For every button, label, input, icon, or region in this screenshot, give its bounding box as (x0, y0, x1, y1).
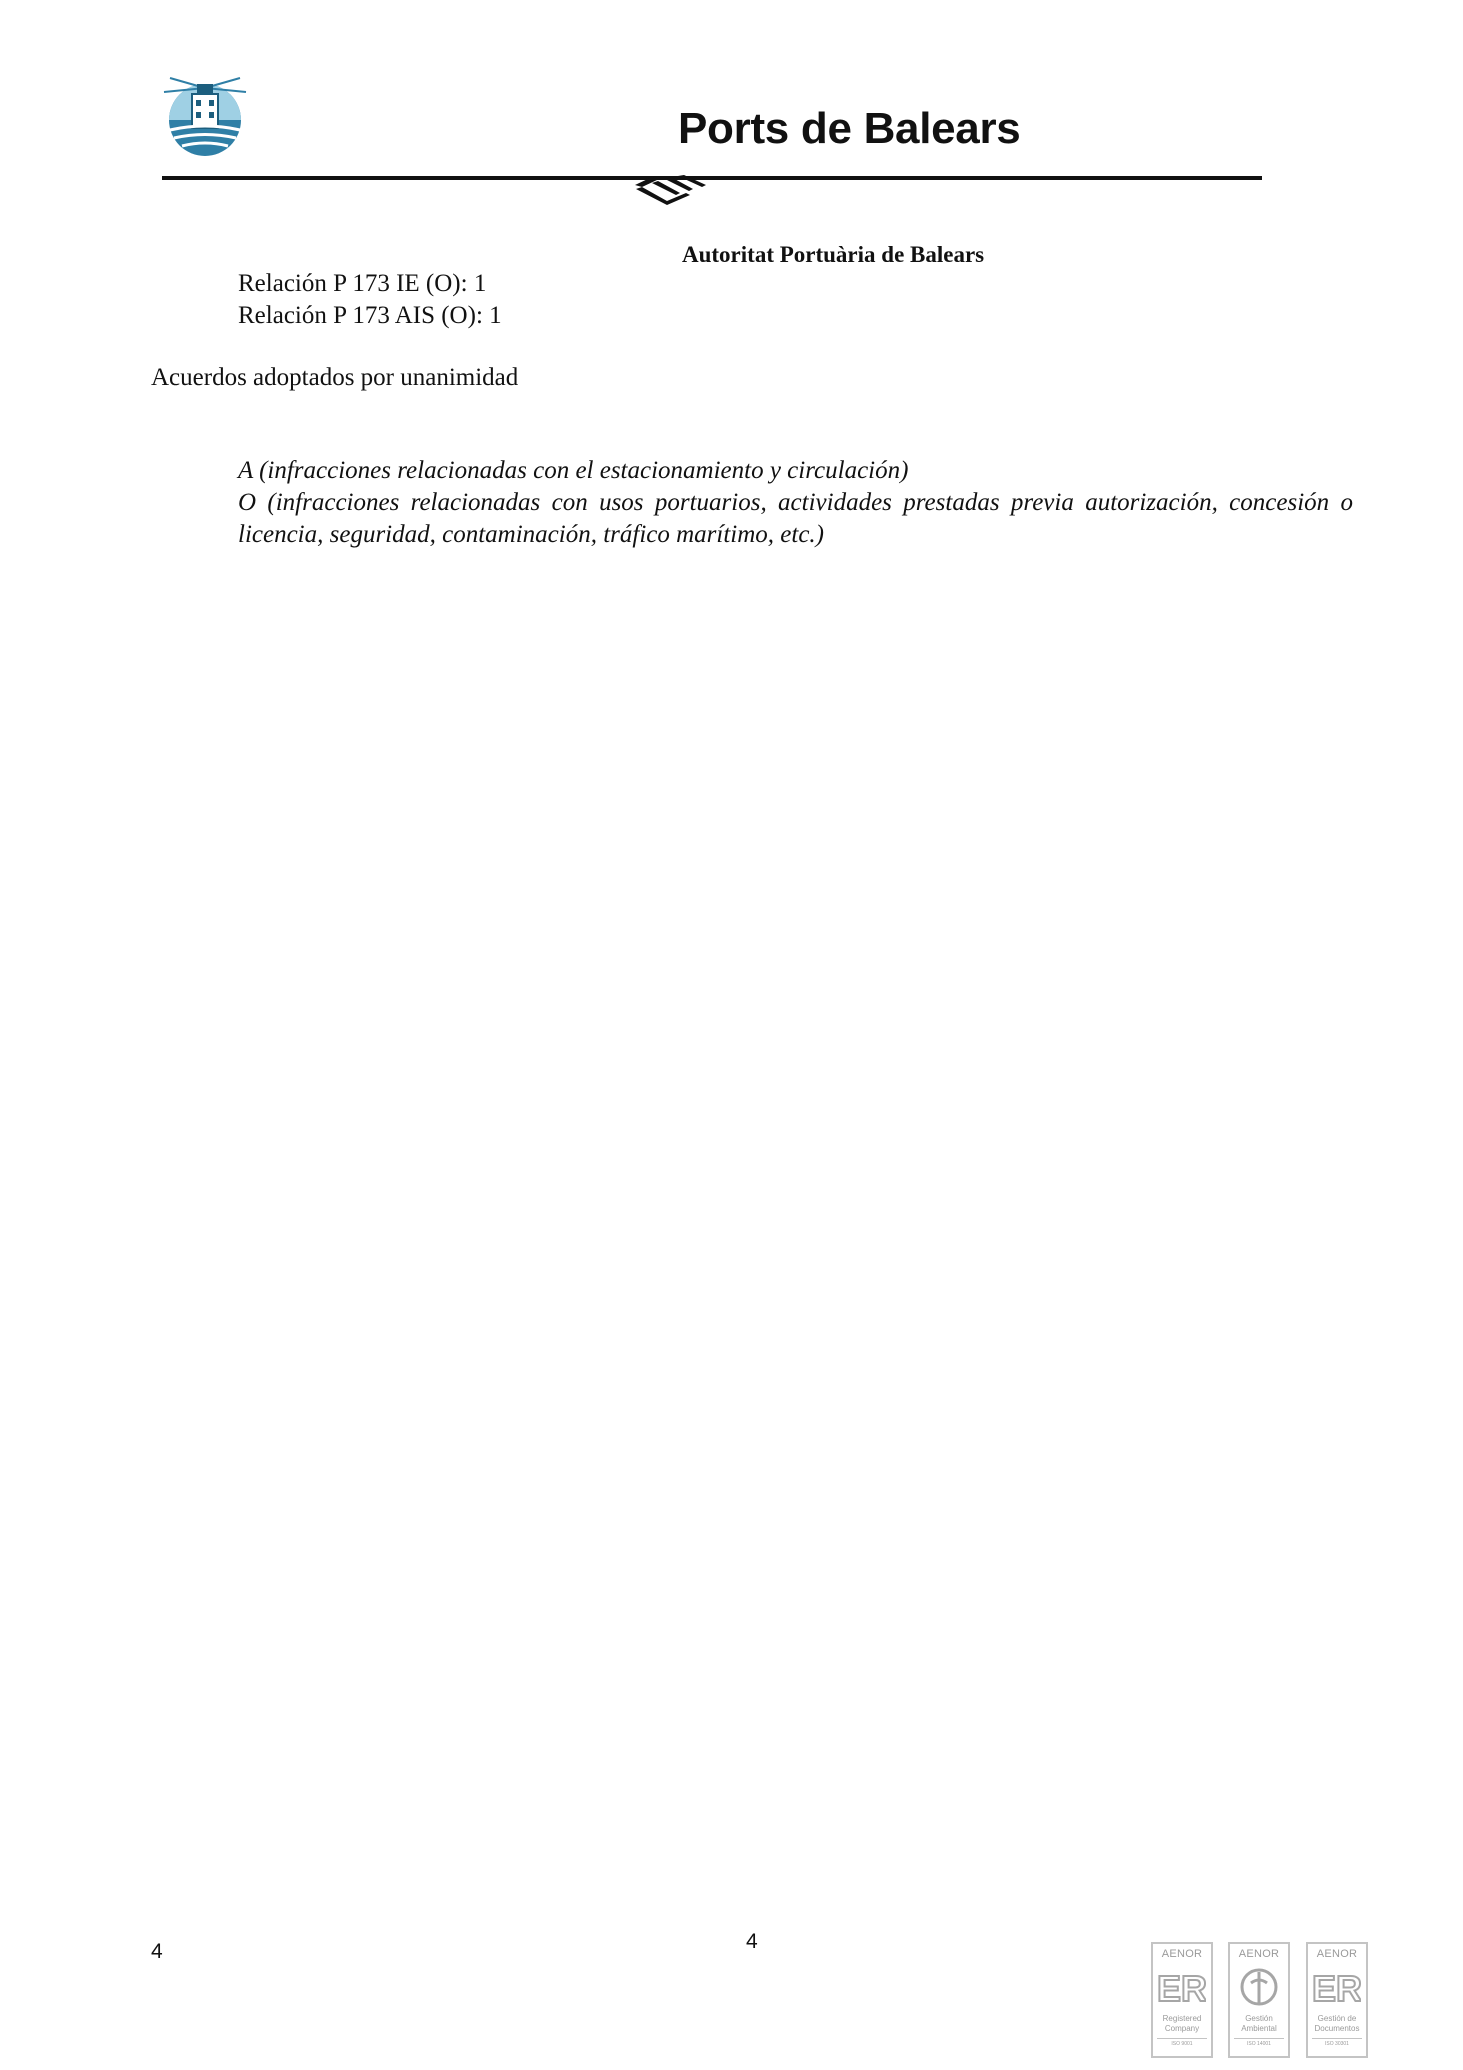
cert-iso: ISO 9001 (1157, 2038, 1207, 2047)
cert-org: AENOR (1316, 1948, 1358, 1960)
legend-notes (238, 455, 1353, 551)
brand-title: Ports de Balears (678, 104, 1021, 153)
agreement-text: Acuerdos adoptados por unanimidad (151, 364, 519, 391)
relation-line: Relación P 173 AIS (O): 1 (238, 302, 502, 329)
cert-iso: ISO 14001 (1234, 2038, 1284, 2047)
legend-note-o: O (infracciones relacionadas con usos portuarios, actividades prestadas previa autorización, concesión o licencia, seguridad, contaminación, tráfico marítimo, etc.) (238, 489, 1353, 548)
cert-text: Registered Company (1162, 2014, 1202, 2033)
aenor-ga-icon (1235, 1963, 1283, 2011)
legend-note-a: A (infracciones relacionadas con el estacionamiento y circulación) (238, 457, 909, 484)
aenor-er-icon (1313, 1963, 1361, 2011)
aenor-er-icon (1158, 1963, 1206, 2011)
cert-org: AENOR (1238, 1948, 1280, 1960)
certification-badge (1306, 1942, 1368, 2058)
cert-org: AENOR (1161, 1948, 1203, 1960)
cert-text: Gestión Ambiental (1241, 2014, 1277, 2033)
page-number-center: 4 (746, 1930, 758, 1953)
relation-line: Relación P 173 IE (O): 1 (238, 270, 487, 297)
svg-text:ER: ER (1313, 1968, 1361, 2009)
header-rule (162, 175, 1262, 209)
certification-badge (1151, 1942, 1213, 2058)
svg-text:ER: ER (1158, 1968, 1206, 2009)
cert-text: Gestión de Documentos (1314, 2014, 1360, 2033)
page-number: 4 (151, 1940, 163, 1963)
certification-badge (1228, 1942, 1290, 2058)
lighthouse-logo-icon (160, 74, 250, 156)
cert-iso: ISO 30301 (1312, 2038, 1362, 2047)
header-subtitle: Autoritat Portuària de Balears (682, 242, 985, 267)
